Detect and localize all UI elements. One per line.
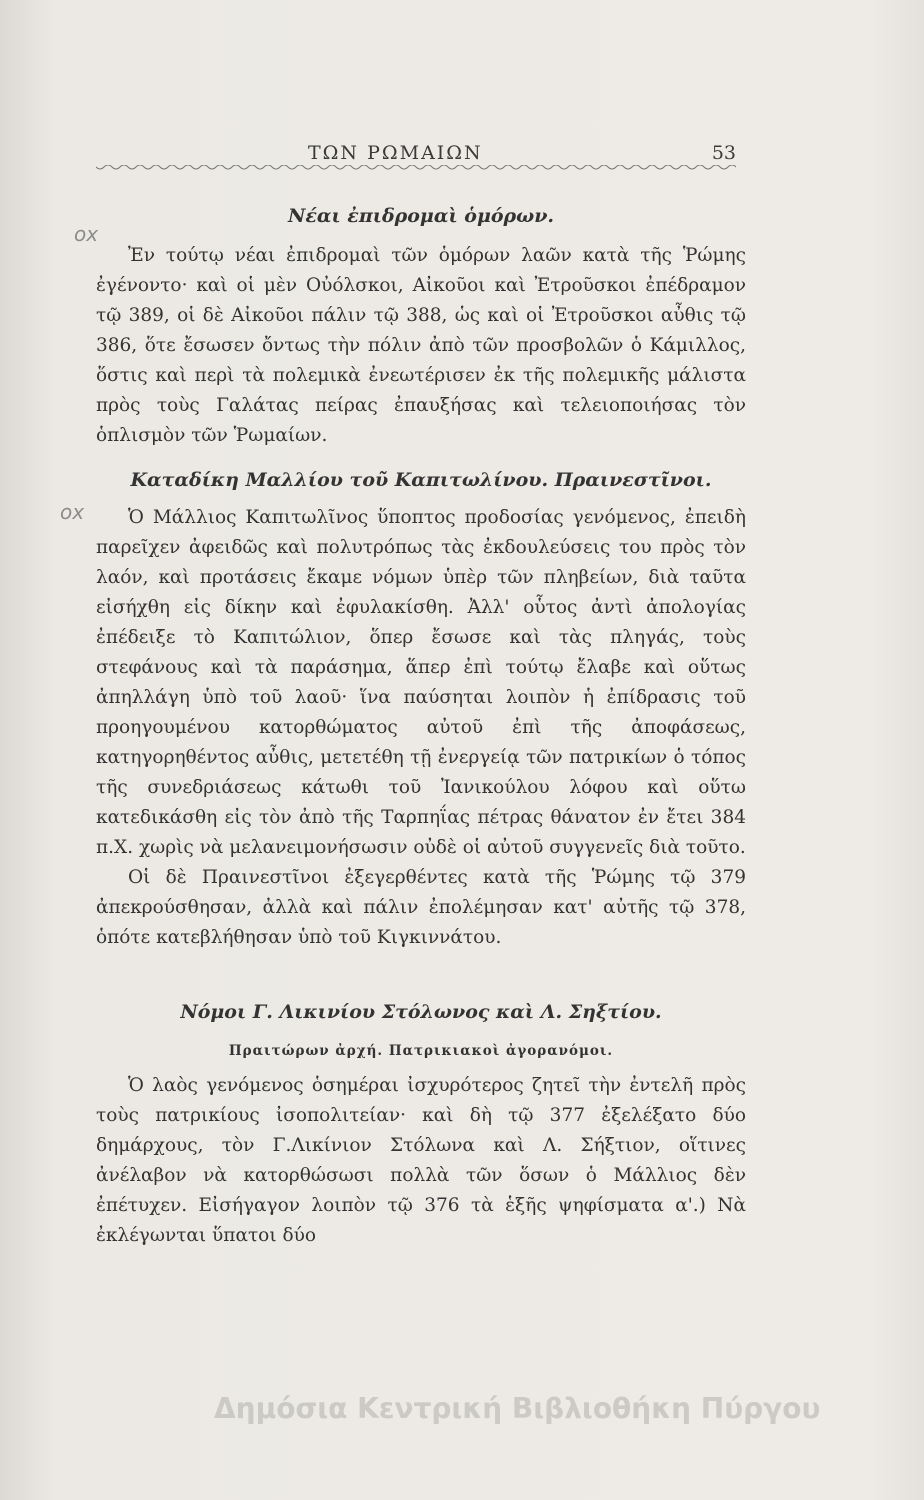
wavy-rule (96, 165, 736, 175)
margin-pencil-note: ox (74, 222, 99, 246)
section-heading: Νόμοι Γ. Λικινίου Στόλωνος καὶ Λ. Σηξτίου. (180, 1001, 662, 1023)
paragraph: Ἐν τούτῳ νέαι ἐπιδρομαὶ τῶν ὁμόρων λαῶν κατὰ τῆς Ῥώμης ἐγένοντο· καὶ οἱ μὲν Οὐόλσκοι, Αἰκοῦοι καὶ Ἐτροῦσκοι ἐπέδραμον τῷ 389, οἱ δὲ Αἰκοῦοι πάλιν τῷ 388, ὡς καὶ οἱ Ἐτροῦσκοι αὖθις τῷ 386, ὅτε ἔσωσεν ὄντως τὴν πόλιν ἀπὸ τῶν προσβολῶν ὁ Κάμιλλος, ὅστις καὶ περὶ τὰ πολεμικὰ ἐνεωτέρισεν ἐκ τῆς πολεμικῆς μάλιστα πρὸς τοὺς Γαλάτας πείρας ἐπαυξήσας καὶ τελειοποιήσας τὸν ὁπλισμὸν τῶν Ῥωμαίων. (96, 245, 746, 446)
paragraph: Οἱ δὲ Πραινεστῖνοι ἐξεγερθέντες κατὰ τῆς Ῥώμης τῷ 379 ἀπεκρούσθησαν, ἀλλὰ καὶ πάλιν ἐπολέμησαν κατ' αὐτῆς τῷ 378, ὁπότε κατεβλήθησαν ὑπὸ τοῦ Κιγκιννάτου. (96, 867, 746, 948)
section-subheading: Πραιτώρων ἀρχή. Πατρικιακοὶ ἀγορανόμοι. (228, 1043, 614, 1059)
section-heading: Νέαι ἐπιδρομαὶ ὁμόρων. (287, 205, 555, 227)
text-block (96, 205, 746, 1251)
section-heading: Καταδίκη Μαλλίου τοῦ Καπιτωλίνου. Πραινεστῖνοι. (130, 469, 712, 491)
running-head-title: ΤΩΝ ΡΩΜΑΙΩΝ (308, 142, 483, 164)
margin-pencil-note: ox (60, 500, 85, 524)
page-number: 53 (711, 142, 736, 164)
library-watermark: Δημόσια Κεντρική Βιβλιοθήκη Πύργου (214, 1392, 821, 1425)
paragraph: Ὁ λαὸς γενόμενος ὁσημέραι ἰσχυρότερος ζητεῖ τὴν ἐντελῆ πρὸς τοὺς πατρικίους ἰσοπολιτείαν· καὶ δὴ τῷ 377 ἐξελέξατο δύο δημάρχους, τὸν Γ.Λικίνιον Στόλωνα καὶ Λ. Σήξτιον, οἵτινες ἀνέλαβον νὰ κατορθώσωσι πολλὰ τῶν ὅσων ὁ Μάλλιος δὲν ἐπέτυχεν. Εἰσήγαγον λοιπὸν τῷ 376 τὰ ἑξῆς ψηφίσματα α'.) Νὰ ἐκλέγωνται ὕπατοι δύο (96, 1075, 746, 1246)
paragraph: Ὁ Μάλλιος Καπιτωλῖνος ὕποπτος προδοσίας γενόμενος, ἐπειδὴ παρεῖχεν ἀφειδῶς καὶ πολυτρόπως τὰς ἐκδουλεύσεις του πρὸς τὸν λαόν, καὶ προτάσεις ἔκαμε νόμων ὑπὲρ τῶν πληβείων, διὰ ταῦτα εἰσήχθη εἰς δίκην καὶ ἐφυλακίσθη. Ἀλλ' οὗτος ἀντὶ ἀπολογίας ἐπέδειξε τὸ Καπιτώλιον, ὅπερ ἔσωσε καὶ τὰς πληγάς, τοὺς στεφάνους καὶ τὰ παράσημα, ἅπερ ἐπὶ τούτῳ ἔλαβε καὶ οὕτως ἀπηλλάγη ὑπὸ τοῦ λαοῦ· ἵνα παύσηται λοιπὸν ἡ ἐπίδρασις τοῦ προηγουμένου κατορθώματος αὐτοῦ ἐπὶ τῆς ἀποφάσεως, κατηγορηθέντος αὖθις, μετετέθη τῇ ἐνεργείᾳ τῶν πατρικίων ὁ τόπος τῆς συνεδριάσεως κάτωθι τοῦ Ἰανικούλου λόφου καὶ οὕτω κατεδικάσθη εἰς τὸν ἀπὸ τῆς Ταρπηΐας πέτρας θάνατον ἐν ἔτει 384 π.Χ. χωρὶς νὰ μελανειμονήσωσιν οὐδὲ οἱ αὐτοῦ συγγενεῖς διὰ τοῦτο. (96, 507, 746, 858)
